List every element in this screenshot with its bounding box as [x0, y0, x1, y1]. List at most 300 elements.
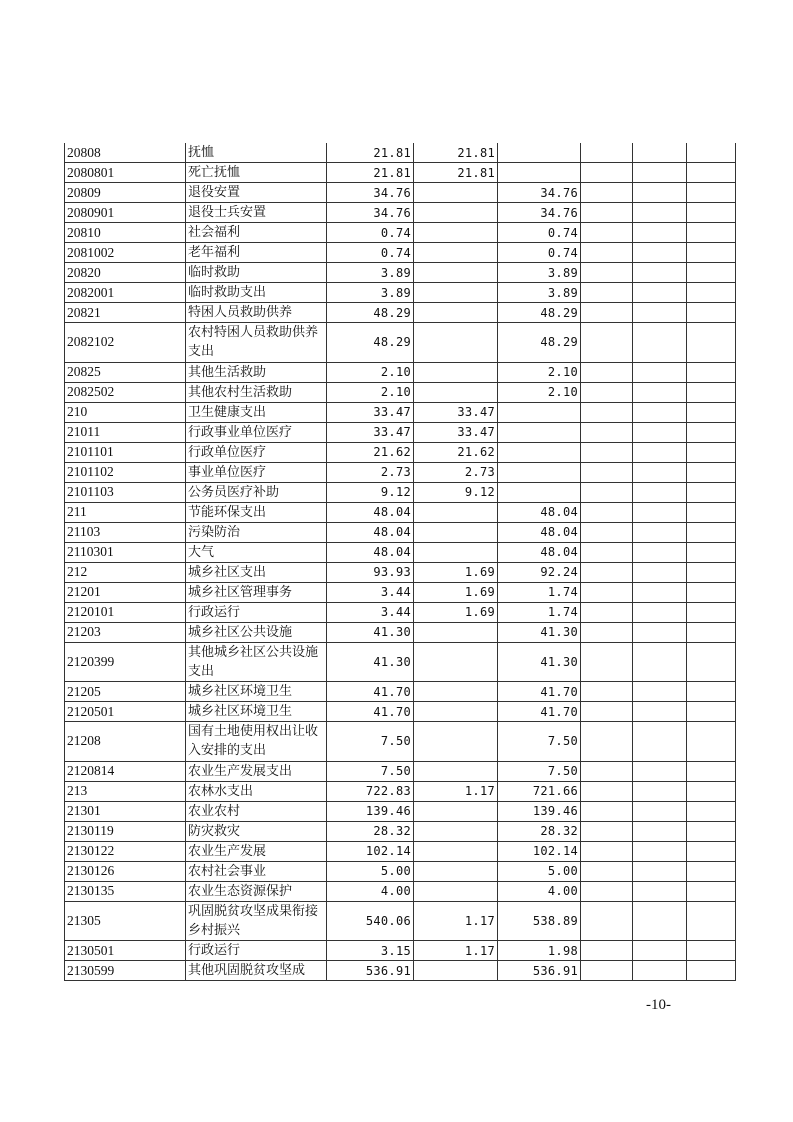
- cell-empty: [633, 642, 687, 682]
- table-row: [65, 841, 736, 861]
- cell-basic-expenditure: [414, 183, 498, 203]
- cell-basic-expenditure: 1.69: [414, 582, 498, 602]
- cell-empty: [633, 223, 687, 243]
- cell-code: 213: [65, 781, 186, 801]
- cell-total: 3.44: [327, 602, 414, 622]
- cell-code: 21208: [65, 722, 186, 762]
- cell-empty: [687, 582, 736, 602]
- cell-name: 污染防治: [186, 522, 327, 542]
- cell-basic-expenditure: 9.12: [414, 482, 498, 502]
- cell-empty: [581, 602, 633, 622]
- cell-project-expenditure: 102.14: [498, 841, 581, 861]
- cell-empty: [633, 283, 687, 303]
- cell-code: 2130119: [65, 821, 186, 841]
- cell-basic-expenditure: 1.69: [414, 562, 498, 582]
- cell-code: 2130599: [65, 961, 186, 981]
- cell-empty: [687, 801, 736, 821]
- cell-empty: [581, 761, 633, 781]
- table-row: [65, 382, 736, 402]
- cell-empty: [687, 223, 736, 243]
- cell-empty: [581, 682, 633, 702]
- cell-empty: [581, 283, 633, 303]
- cell-code: 2130126: [65, 861, 186, 881]
- cell-basic-expenditure: [414, 622, 498, 642]
- table-row: [65, 542, 736, 562]
- cell-code: 20821: [65, 303, 186, 323]
- cell-project-expenditure: [498, 482, 581, 502]
- cell-project-expenditure: 48.04: [498, 522, 581, 542]
- cell-code: 2080801: [65, 163, 186, 183]
- cell-empty: [633, 801, 687, 821]
- cell-code: 21205: [65, 682, 186, 702]
- cell-total: 3.15: [327, 941, 414, 961]
- cell-code: 211: [65, 502, 186, 522]
- cell-empty: [633, 861, 687, 881]
- cell-basic-expenditure: [414, 801, 498, 821]
- cell-empty: [581, 582, 633, 602]
- cell-total: 48.04: [327, 522, 414, 542]
- cell-project-expenditure: 0.74: [498, 223, 581, 243]
- table-row: [65, 602, 736, 622]
- cell-name: 特困人员救助供养: [186, 303, 327, 323]
- cell-name: 行政运行: [186, 602, 327, 622]
- cell-empty: [581, 622, 633, 642]
- table-row: [65, 682, 736, 702]
- cell-project-expenditure: [498, 422, 581, 442]
- cell-empty: [633, 382, 687, 402]
- cell-total: 9.12: [327, 482, 414, 502]
- table-row: [65, 562, 736, 582]
- cell-name: 退役安置: [186, 183, 327, 203]
- cell-empty: [687, 702, 736, 722]
- cell-empty: [633, 482, 687, 502]
- cell-empty: [687, 143, 736, 163]
- cell-name: 行政事业单位医疗: [186, 422, 327, 442]
- cell-empty: [581, 642, 633, 682]
- cell-empty: [633, 183, 687, 203]
- cell-code: 2082001: [65, 283, 186, 303]
- cell-empty: [581, 961, 633, 981]
- cell-total: 93.93: [327, 562, 414, 582]
- cell-basic-expenditure: [414, 263, 498, 283]
- cell-basic-expenditure: [414, 642, 498, 682]
- cell-name: 其他巩固脱贫攻坚成: [186, 961, 327, 981]
- cell-total: 33.47: [327, 402, 414, 422]
- table-row: [65, 722, 736, 762]
- cell-empty: [687, 502, 736, 522]
- cell-empty: [687, 642, 736, 682]
- cell-total: 41.30: [327, 642, 414, 682]
- cell-basic-expenditure: [414, 522, 498, 542]
- cell-basic-expenditure: [414, 682, 498, 702]
- cell-basic-expenditure: [414, 861, 498, 881]
- cell-empty: [581, 801, 633, 821]
- cell-total: 48.04: [327, 542, 414, 562]
- cell-empty: [581, 263, 633, 283]
- cell-empty: [633, 143, 687, 163]
- cell-basic-expenditure: 33.47: [414, 402, 498, 422]
- cell-total: 41.70: [327, 702, 414, 722]
- cell-total: 33.47: [327, 422, 414, 442]
- cell-code: 20825: [65, 362, 186, 382]
- cell-empty: [633, 941, 687, 961]
- cell-project-expenditure: [498, 442, 581, 462]
- table-row: [65, 163, 736, 183]
- cell-name: 卫生健康支出: [186, 402, 327, 422]
- cell-empty: [687, 682, 736, 702]
- table-row: [65, 323, 736, 363]
- cell-empty: [581, 243, 633, 263]
- cell-empty: [687, 722, 736, 762]
- cell-project-expenditure: 538.89: [498, 901, 581, 941]
- cell-empty: [687, 303, 736, 323]
- cell-empty: [633, 562, 687, 582]
- cell-name: 其他生活救助: [186, 362, 327, 382]
- cell-code: 2110301: [65, 542, 186, 562]
- table-row: [65, 781, 736, 801]
- cell-project-expenditure: 41.70: [498, 682, 581, 702]
- cell-name: 城乡社区管理事务: [186, 582, 327, 602]
- cell-empty: [581, 562, 633, 582]
- cell-empty: [633, 462, 687, 482]
- page-number: -10-: [646, 997, 671, 1013]
- cell-name: 老年福利: [186, 243, 327, 263]
- cell-empty: [633, 781, 687, 801]
- cell-code: 21305: [65, 901, 186, 941]
- cell-empty: [581, 522, 633, 542]
- cell-basic-expenditure: 1.17: [414, 901, 498, 941]
- cell-code: 2080901: [65, 203, 186, 223]
- cell-total: 34.76: [327, 203, 414, 223]
- cell-name: 行政单位医疗: [186, 442, 327, 462]
- cell-name: 农业生产发展: [186, 841, 327, 861]
- cell-name: 行政运行: [186, 941, 327, 961]
- cell-total: 2.10: [327, 362, 414, 382]
- cell-code: 2120399: [65, 642, 186, 682]
- cell-empty: [687, 562, 736, 582]
- cell-basic-expenditure: [414, 362, 498, 382]
- cell-total: 7.50: [327, 761, 414, 781]
- cell-empty: [633, 682, 687, 702]
- table-row: [65, 422, 736, 442]
- cell-empty: [633, 362, 687, 382]
- table-row: [65, 861, 736, 881]
- cell-empty: [687, 382, 736, 402]
- cell-name: 农村社会事业: [186, 861, 327, 881]
- table-row: [65, 283, 736, 303]
- cell-empty: [581, 402, 633, 422]
- cell-name: 农业生态资源保护: [186, 881, 327, 901]
- cell-basic-expenditure: 21.81: [414, 143, 498, 163]
- cell-code: 20808: [65, 143, 186, 163]
- table-row: [65, 502, 736, 522]
- cell-basic-expenditure: [414, 203, 498, 223]
- cell-basic-expenditure: [414, 323, 498, 363]
- cell-empty: [581, 223, 633, 243]
- cell-total: 5.00: [327, 861, 414, 881]
- cell-project-expenditure: [498, 163, 581, 183]
- table-row: [65, 801, 736, 821]
- table-row: [65, 303, 736, 323]
- cell-empty: [687, 442, 736, 462]
- cell-total: 3.89: [327, 263, 414, 283]
- cell-code: 2101101: [65, 442, 186, 462]
- cell-basic-expenditure: 2.73: [414, 462, 498, 482]
- cell-project-expenditure: 48.29: [498, 303, 581, 323]
- cell-empty: [633, 722, 687, 762]
- table-row: [65, 362, 736, 382]
- table-row: [65, 143, 736, 163]
- cell-total: 2.10: [327, 382, 414, 402]
- cell-code: 2081002: [65, 243, 186, 263]
- cell-total: 102.14: [327, 841, 414, 861]
- cell-total: 3.89: [327, 283, 414, 303]
- cell-empty: [633, 502, 687, 522]
- cell-total: 21.81: [327, 143, 414, 163]
- cell-empty: [633, 702, 687, 722]
- cell-empty: [581, 502, 633, 522]
- cell-code: 21103: [65, 522, 186, 542]
- cell-empty: [581, 542, 633, 562]
- cell-empty: [581, 183, 633, 203]
- cell-project-expenditure: 34.76: [498, 203, 581, 223]
- cell-project-expenditure: 92.24: [498, 562, 581, 582]
- cell-total: 0.74: [327, 223, 414, 243]
- cell-empty: [687, 841, 736, 861]
- cell-name: 农林水支出: [186, 781, 327, 801]
- cell-project-expenditure: 721.66: [498, 781, 581, 801]
- cell-empty: [687, 283, 736, 303]
- cell-basic-expenditure: [414, 722, 498, 762]
- cell-code: 20820: [65, 263, 186, 283]
- cell-name: 城乡社区支出: [186, 562, 327, 582]
- cell-total: 536.91: [327, 961, 414, 981]
- cell-total: 28.32: [327, 821, 414, 841]
- cell-total: 0.74: [327, 243, 414, 263]
- cell-empty: [633, 442, 687, 462]
- cell-empty: [633, 542, 687, 562]
- cell-name: 防灾救灾: [186, 821, 327, 841]
- cell-project-expenditure: 41.70: [498, 702, 581, 722]
- cell-name: 其他农村生活救助: [186, 382, 327, 402]
- cell-empty: [687, 602, 736, 622]
- cell-code: 2130135: [65, 881, 186, 901]
- cell-project-expenditure: 34.76: [498, 183, 581, 203]
- cell-empty: [687, 941, 736, 961]
- table-row: [65, 402, 736, 422]
- table-row: [65, 941, 736, 961]
- cell-code: 2082502: [65, 382, 186, 402]
- cell-empty: [687, 323, 736, 363]
- table-row: [65, 642, 736, 682]
- cell-empty: [581, 881, 633, 901]
- table-row: [65, 462, 736, 482]
- cell-empty: [633, 761, 687, 781]
- cell-total: 34.76: [327, 183, 414, 203]
- cell-empty: [581, 143, 633, 163]
- cell-empty: [633, 841, 687, 861]
- cell-empty: [687, 163, 736, 183]
- cell-empty: [581, 442, 633, 462]
- cell-project-expenditure: 0.74: [498, 243, 581, 263]
- table-row: [65, 183, 736, 203]
- cell-total: 48.29: [327, 323, 414, 363]
- cell-empty: [687, 901, 736, 941]
- cell-total: 48.29: [327, 303, 414, 323]
- cell-project-expenditure: 4.00: [498, 881, 581, 901]
- table-row: [65, 223, 736, 243]
- cell-empty: [633, 622, 687, 642]
- cell-basic-expenditure: [414, 821, 498, 841]
- cell-name: 城乡社区公共设施: [186, 622, 327, 642]
- cell-empty: [687, 522, 736, 542]
- cell-empty: [633, 901, 687, 941]
- table-row: [65, 761, 736, 781]
- cell-project-expenditure: 28.32: [498, 821, 581, 841]
- table-body: [65, 143, 736, 981]
- cell-empty: [633, 582, 687, 602]
- cell-empty: [633, 821, 687, 841]
- cell-empty: [581, 203, 633, 223]
- cell-code: 210: [65, 402, 186, 422]
- cell-project-expenditure: 1.74: [498, 602, 581, 622]
- cell-name: 临时救助支出: [186, 283, 327, 303]
- cell-code: 21201: [65, 582, 186, 602]
- cell-empty: [581, 382, 633, 402]
- cell-empty: [633, 422, 687, 442]
- table-row: [65, 702, 736, 722]
- cell-basic-expenditure: [414, 382, 498, 402]
- cell-empty: [687, 961, 736, 981]
- table-row: [65, 961, 736, 981]
- cell-empty: [687, 542, 736, 562]
- cell-basic-expenditure: 21.62: [414, 442, 498, 462]
- cell-project-expenditure: 3.89: [498, 283, 581, 303]
- cell-name: 农村特困人员救助供养支出: [186, 323, 327, 363]
- cell-empty: [687, 881, 736, 901]
- table-row: [65, 263, 736, 283]
- table-row: [65, 442, 736, 462]
- cell-project-expenditure: 41.30: [498, 622, 581, 642]
- cell-empty: [687, 462, 736, 482]
- cell-empty: [581, 462, 633, 482]
- cell-basic-expenditure: 1.17: [414, 941, 498, 961]
- table-row: [65, 622, 736, 642]
- cell-empty: [687, 362, 736, 382]
- cell-project-expenditure: 139.46: [498, 801, 581, 821]
- cell-basic-expenditure: [414, 223, 498, 243]
- cell-basic-expenditure: [414, 542, 498, 562]
- cell-project-expenditure: 41.30: [498, 642, 581, 682]
- cell-total: 722.83: [327, 781, 414, 801]
- cell-project-expenditure: 536.91: [498, 961, 581, 981]
- cell-basic-expenditure: [414, 841, 498, 861]
- cell-name: 节能环保支出: [186, 502, 327, 522]
- cell-empty: [633, 402, 687, 422]
- cell-name: 大气: [186, 542, 327, 562]
- cell-total: 139.46: [327, 801, 414, 821]
- cell-project-expenditure: [498, 402, 581, 422]
- cell-total: 2.73: [327, 462, 414, 482]
- cell-empty: [687, 761, 736, 781]
- cell-empty: [581, 303, 633, 323]
- cell-project-expenditure: 1.98: [498, 941, 581, 961]
- cell-empty: [633, 163, 687, 183]
- cell-empty: [633, 203, 687, 223]
- cell-total: 41.70: [327, 682, 414, 702]
- cell-basic-expenditure: 1.17: [414, 781, 498, 801]
- cell-basic-expenditure: [414, 243, 498, 263]
- cell-empty: [581, 841, 633, 861]
- table-row: [65, 881, 736, 901]
- cell-empty: [581, 702, 633, 722]
- cell-total: 21.62: [327, 442, 414, 462]
- table-row: [65, 243, 736, 263]
- cell-project-expenditure: 3.89: [498, 263, 581, 283]
- cell-empty: [581, 362, 633, 382]
- cell-empty: [633, 522, 687, 542]
- cell-code: 2082102: [65, 323, 186, 363]
- cell-basic-expenditure: [414, 283, 498, 303]
- cell-basic-expenditure: 33.47: [414, 422, 498, 442]
- table-row: [65, 901, 736, 941]
- cell-project-expenditure: 2.10: [498, 362, 581, 382]
- cell-empty: [633, 961, 687, 981]
- cell-empty: [581, 163, 633, 183]
- cell-total: 21.81: [327, 163, 414, 183]
- cell-empty: [687, 781, 736, 801]
- cell-empty: [687, 183, 736, 203]
- table-row: [65, 203, 736, 223]
- cell-name: 其他城乡社区公共设施支出: [186, 642, 327, 682]
- cell-project-expenditure: 48.04: [498, 502, 581, 522]
- cell-empty: [633, 602, 687, 622]
- cell-empty: [633, 323, 687, 363]
- cell-empty: [581, 482, 633, 502]
- cell-name: 抚恤: [186, 143, 327, 163]
- cell-empty: [633, 303, 687, 323]
- budget-table: [64, 143, 736, 981]
- cell-name: 城乡社区环境卫生: [186, 702, 327, 722]
- cell-empty: [581, 901, 633, 941]
- cell-code: 20810: [65, 223, 186, 243]
- cell-total: 48.04: [327, 502, 414, 522]
- cell-empty: [633, 881, 687, 901]
- cell-empty: [687, 422, 736, 442]
- cell-name: 公务员医疗补助: [186, 482, 327, 502]
- cell-total: 4.00: [327, 881, 414, 901]
- cell-name: 农业农村: [186, 801, 327, 821]
- cell-empty: [581, 422, 633, 442]
- cell-total: 41.30: [327, 622, 414, 642]
- cell-total: 7.50: [327, 722, 414, 762]
- cell-code: 21203: [65, 622, 186, 642]
- cell-basic-expenditure: 21.81: [414, 163, 498, 183]
- cell-code: 21301: [65, 801, 186, 821]
- table-row: [65, 482, 736, 502]
- cell-basic-expenditure: [414, 961, 498, 981]
- cell-empty: [581, 941, 633, 961]
- cell-project-expenditure: 48.04: [498, 542, 581, 562]
- cell-empty: [687, 821, 736, 841]
- cell-empty: [687, 203, 736, 223]
- cell-total: 540.06: [327, 901, 414, 941]
- cell-empty: [633, 243, 687, 263]
- cell-empty: [687, 861, 736, 881]
- cell-project-expenditure: [498, 143, 581, 163]
- cell-code: 2101102: [65, 462, 186, 482]
- cell-name: 死亡抚恤: [186, 163, 327, 183]
